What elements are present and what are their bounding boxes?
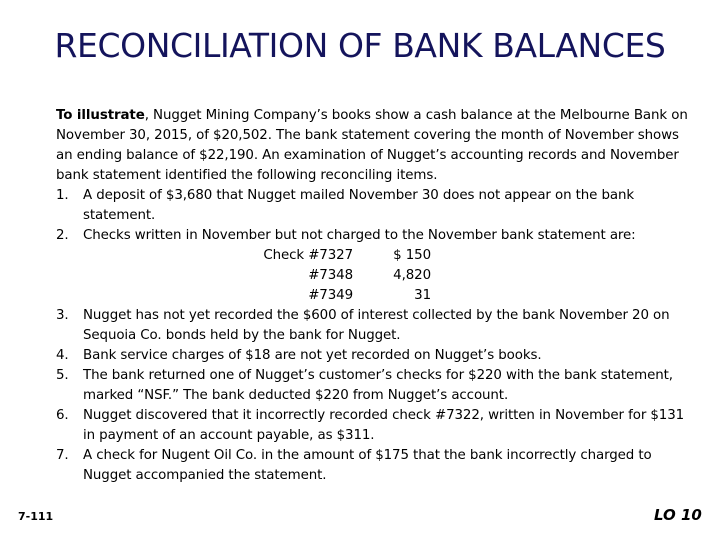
item-text: A check for Nugent Oil Co. in the amount of $175 that the bank incorrectly charged to Nugget accompanied the statement.: [83, 448, 652, 483]
intro-lead: To illustrate: [56, 108, 145, 123]
item-number: 7.: [56, 448, 69, 463]
slide-body: [56, 106, 696, 486]
item-text: The bank returned one of Nugget’s customer’s checks for $220 with the bank statement, marked “NSF.” The bank deducted $220 from Nugget’s account.: [83, 368, 673, 403]
learning-objective-tag: LO 10: [654, 506, 702, 524]
item-number: 5.: [56, 368, 69, 383]
list-item: [56, 446, 696, 486]
intro-paragraph: [56, 106, 696, 186]
item-number: 6.: [56, 408, 69, 423]
item-text: A deposit of $3,680 that Nugget mailed November 30 does not appear on the bank statement.: [83, 188, 634, 223]
item-number: 2.: [56, 228, 69, 243]
check-amount: 31: [414, 288, 431, 303]
check-label: Check #7327: [263, 248, 353, 263]
list-item: [56, 306, 696, 346]
item-text: Bank service charges of $18 are not yet recorded on Nugget’s books.: [83, 348, 542, 363]
list-item: [56, 366, 696, 406]
reconciling-items-list: [56, 186, 696, 486]
list-item: [56, 346, 696, 366]
check-amount: $ 150: [393, 248, 431, 263]
item-text: Nugget discovered that it incorrectly recorded check #7322, written in November for $131 in payment of an account payable, as $311.: [83, 408, 685, 443]
slide-title: RECONCILIATION OF BANK BALANCES: [54, 26, 666, 65]
list-item: [56, 406, 696, 446]
check-label: #7349: [308, 288, 353, 303]
page-number: 7-111: [18, 510, 54, 523]
item-number: 4.: [56, 348, 69, 363]
intro-text: , Nugget Mining Company’s books show a cash balance at the Melbourne Bank on November 30, 2015, of $20,502. The bank statement covering the month of November shows an ending balance of $22,190. An examination of Nugget’s accounting records and November bank statement identified the following reconciling items.: [56, 108, 688, 183]
outstanding-checks-table: [83, 246, 696, 306]
item-number: 1.: [56, 188, 69, 203]
item-text: Checks written in November but not charged to the November bank statement are:: [83, 228, 636, 243]
check-label: #7348: [308, 268, 353, 283]
check-amount: 4,820: [393, 268, 431, 283]
list-item: [56, 226, 696, 306]
item-text: Nugget has not yet recorded the $600 of interest collected by the bank November 20 on Sequoia Co. bonds held by the bank for Nugget.: [83, 308, 670, 343]
item-number: 3.: [56, 308, 69, 323]
list-item: [56, 186, 696, 226]
